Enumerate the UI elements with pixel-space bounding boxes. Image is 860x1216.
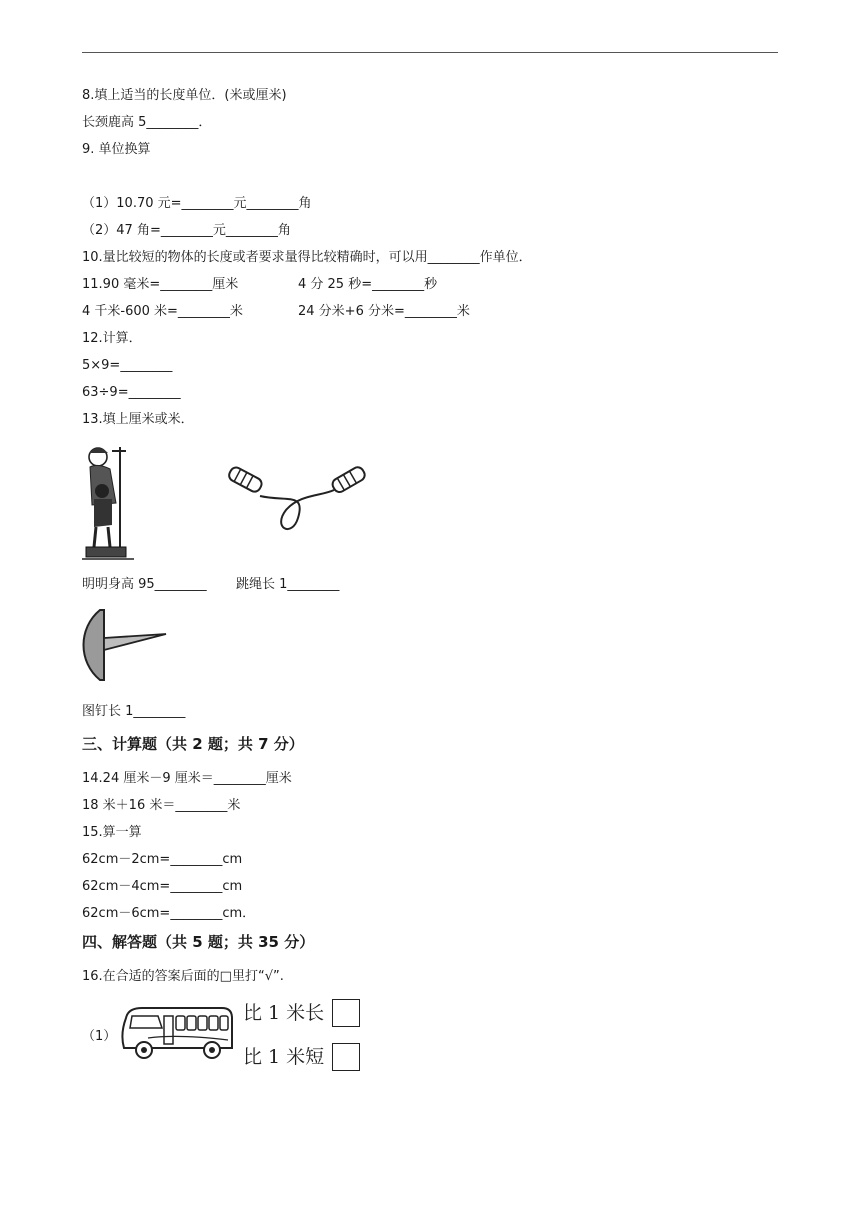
q12-a: 5×9=________ xyxy=(82,358,173,373)
q16-title: 16.在合适的答案后面的□里打“√”. xyxy=(82,969,284,984)
child-height-measure-illustration xyxy=(82,443,138,563)
q11-a: 11.90 毫米=________厘米 xyxy=(82,277,239,292)
q11-c: 4 千米-600 米=________米 xyxy=(82,304,243,319)
jump-rope-illustration xyxy=(226,462,372,542)
q15-title: 15.算一算 xyxy=(82,825,142,840)
q13-rope-line: 跳绳长 1________ xyxy=(236,577,340,592)
q9-item1: （1）10.70 元=________元________角 xyxy=(82,196,312,211)
option-longer-checkbox[interactable] xyxy=(332,999,360,1027)
q11-b: 4 分 25 秒=________秒 xyxy=(298,277,438,292)
option-shorter-checkbox[interactable] xyxy=(332,1043,360,1071)
section3-heading: 三、计算题（共 2 题；共 7 分） xyxy=(82,735,304,753)
q15-a: 62cm－2cm=________cm xyxy=(82,852,243,867)
q12-title: 12.计算． xyxy=(82,331,142,346)
header-rule xyxy=(82,52,778,53)
option-longer-label: 比 1 米长 xyxy=(243,1002,325,1024)
q15-c: 62cm－6cm=________cm． xyxy=(82,906,256,921)
section4-heading: 四、解答题（共 5 题；共 35 分） xyxy=(82,933,315,951)
q9-item2: （2）47 角=________元________角 xyxy=(82,223,291,238)
thumbtack-illustration xyxy=(78,608,170,682)
q15-b: 62cm－4cm=________cm xyxy=(82,879,243,894)
q8-line: 长颈鹿高 5________． xyxy=(82,115,212,130)
q10-text: 10.量比较短的物体的长度或者要求量得比较精确时，可以用________作单位． xyxy=(82,250,532,265)
q11-d: 24 分米+6 分米=________米 xyxy=(298,304,470,319)
q12-b: 63÷9=________ xyxy=(82,385,181,400)
q13-height-line: 明明身高 95________ xyxy=(82,577,207,592)
option-shorter-label: 比 1 米短 xyxy=(243,1046,325,1068)
q8-title: 8.填上适当的长度单位．(米或厘米) xyxy=(82,88,287,103)
q16-item-label: （1） xyxy=(82,1029,117,1044)
bus-illustration xyxy=(118,1004,236,1062)
q13-title: 13.填上厘米或米． xyxy=(82,412,194,427)
q14-b: 18 米＋16 米＝________米 xyxy=(82,798,241,813)
q13-pin-line: 图钉长 1________ xyxy=(82,704,186,719)
q14-a: 14.24 厘米－9 厘米＝________厘米 xyxy=(82,771,292,786)
q9-title: 9. 单位换算 xyxy=(82,142,151,157)
